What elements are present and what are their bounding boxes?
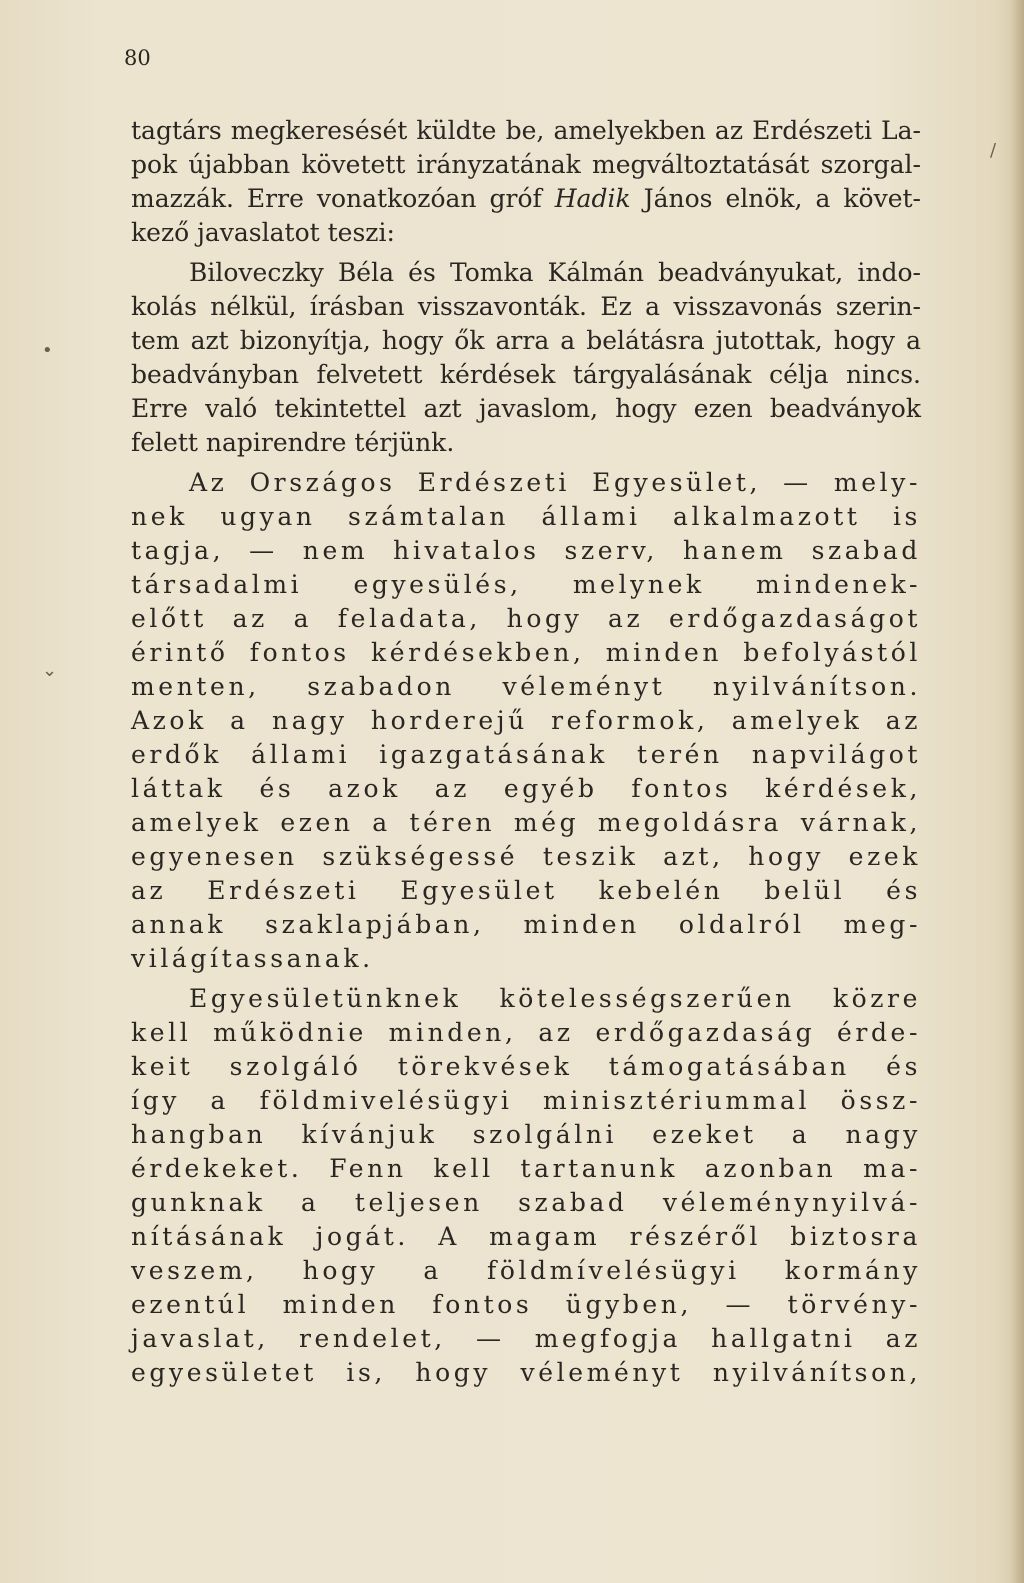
paragraph-4-spaced	[131, 982, 921, 1390]
spaced-text-line: nek ugyan számtalan állami alkalmazott is	[131, 502, 921, 531]
body-text	[131, 114, 921, 1390]
spaced-text-line: gunknak a teljesen szabad véleménynyilvá-	[131, 1188, 921, 1217]
paragraph-3-spaced	[131, 466, 921, 976]
text-line: beadványban felvetett kérdések tárgyalásának célja nincs.	[131, 360, 921, 389]
spaced-text-line: társadalmi egyesülés, melynek mindenek-	[131, 570, 921, 599]
text-line: felett napirendre térjünk.	[131, 428, 455, 457]
text-line: pok újabban követett irányzatának megváltoztatását szorgal-	[131, 150, 921, 179]
spaced-text-line: az Erdészeti Egyesület kebelén belül és	[131, 876, 921, 905]
paragraph-1	[131, 114, 921, 250]
text-line: kolás nélkül, írásban visszavonták. Ez a visszavonás szerin-	[131, 292, 921, 321]
spaced-text-line: érdekeket. Fenn kell tartanunk azonban ma-	[131, 1154, 921, 1183]
spaced-text-line: előtt az a feladata, hogy az erdőgazdaságot	[131, 604, 921, 633]
page-number: 80	[124, 46, 151, 70]
spaced-text-line: érintő fontos kérdésekben, minden befolyástól	[131, 638, 921, 667]
text-line: Erre való tekintettel azt javaslom, hogy ezen beadványok	[131, 394, 921, 423]
text-fragment: János elnök, a követ-	[630, 184, 921, 213]
paragraph-2	[131, 256, 921, 460]
spaced-text-line: Azok a nagy horderejű reformok, amelyek az	[131, 706, 921, 735]
spaced-text-line: világítassanak.	[131, 944, 374, 973]
spaced-text-line: hangban kívánjuk szolgálni ezeket a nagy	[131, 1120, 921, 1149]
spaced-text-line: egyenesen szükségessé teszik azt, hogy ezek	[131, 842, 921, 871]
spaced-text-line: erdők állami igazgatásának terén napvilágot	[131, 740, 921, 769]
margin-mark: /	[990, 140, 997, 161]
text-line: kező javaslatot teszi:	[131, 218, 395, 247]
spaced-text-line: egyesületet is, hogy véleményt nyilvánítson,	[131, 1358, 921, 1387]
margin-mark: •	[42, 340, 53, 361]
spaced-text-line: annak szaklapjában, minden oldalról meg-	[131, 910, 921, 939]
spaced-text-line: nításának jogát. A magam részéről biztosra	[131, 1222, 921, 1251]
spaced-text-line: így a földmivelésügyi minisztériummal össz-	[131, 1086, 921, 1115]
spaced-text-line: tagja, — nem hivatalos szerv, hanem szabad	[131, 536, 921, 565]
text-line: tagtárs megkeresését küldte be, amelyekben az Erdészeti La-	[131, 116, 921, 145]
spaced-text-line: láttak és azok az egyéb fontos kérdések,	[131, 774, 921, 803]
spaced-text-line: Egyesületünknek kötelességszerűen közre	[189, 984, 921, 1013]
spaced-text-line: kell működnie minden, az erdőgazdaság érde-	[131, 1018, 921, 1047]
text-line: tem azt bizonyítja, hogy ők arra a belátásra jutottak, hogy a	[131, 326, 921, 355]
spaced-text-line: menten, szabadon véleményt nyilvánítson.	[131, 672, 921, 701]
spaced-text-line: amelyek ezen a téren még megoldásra várnak,	[131, 808, 921, 837]
margin-mark: ⌄	[42, 660, 58, 681]
spaced-text-line: keit szolgáló törekvések támogatásában és	[131, 1052, 921, 1081]
text-line: Biloveczky Béla és Tomka Kálmán beadványukat, indo-	[189, 258, 921, 287]
italic-name: Hadik	[554, 184, 631, 213]
spaced-text-line: javaslat, rendelet, — megfogja hallgatni az	[131, 1324, 921, 1353]
page-edge-shadow	[1010, 0, 1024, 1583]
spaced-text-line: ezentúl minden fontos ügyben, — törvény-	[131, 1290, 921, 1319]
spaced-text-line: Az Országos Erdészeti Egyesület, — mely-	[189, 468, 921, 497]
text-line-with-italic	[131, 182, 921, 216]
spaced-text-line: veszem, hogy a földmívelésügyi kormány	[131, 1256, 921, 1285]
text-fragment: mazzák. Erre vonatkozóan gróf	[131, 184, 555, 213]
